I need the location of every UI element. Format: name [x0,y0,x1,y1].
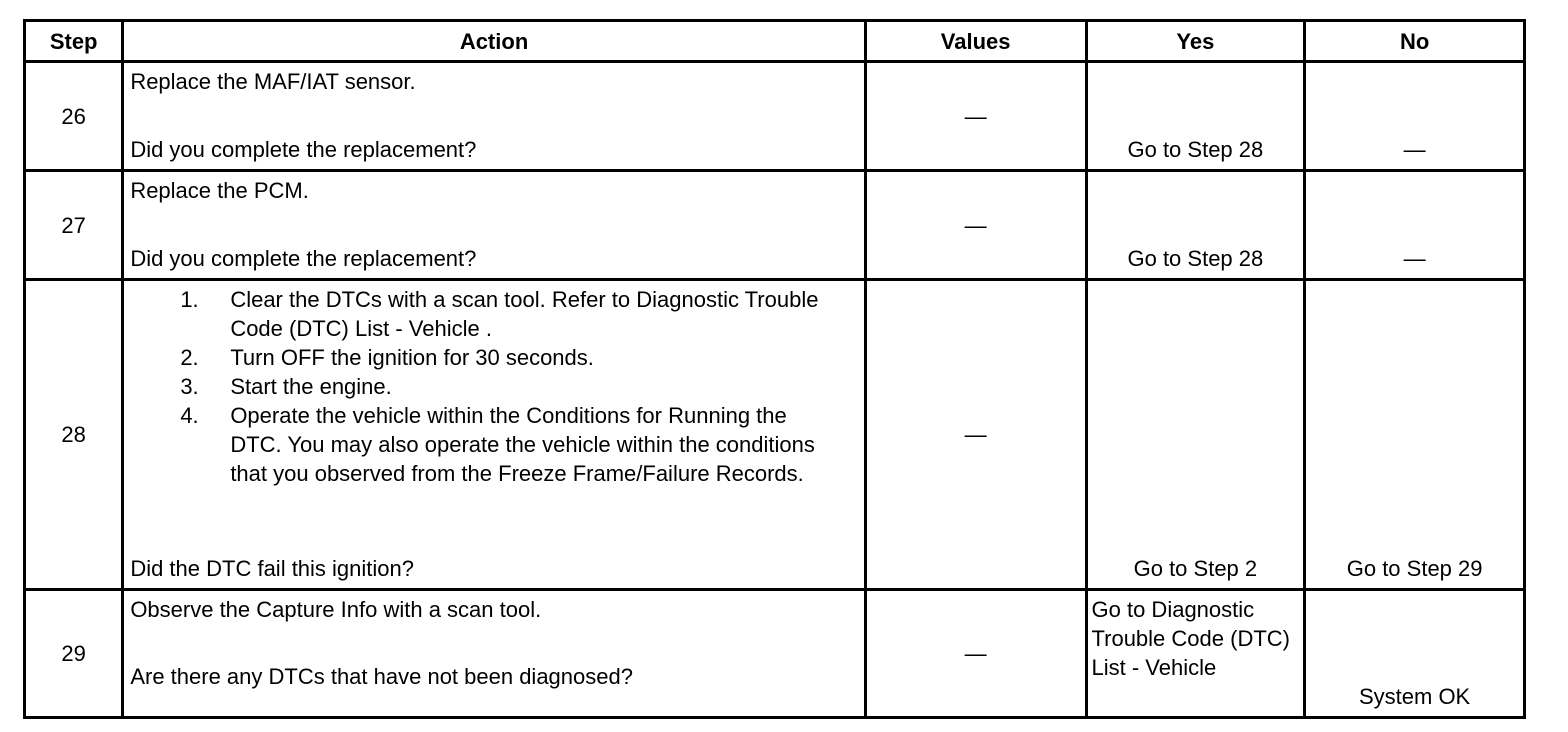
step-number: 26 [25,62,123,171]
yes-link[interactable]: Go to Diagnostic Trouble Code (DTC) List - Vehicle [1091,597,1290,680]
table-row [25,171,1525,280]
table-row [25,62,1525,171]
values-cell: — [865,171,1086,280]
action-intro: Replace the MAF/IAT sensor. [130,69,416,94]
header-row [25,21,1525,62]
no-cell [1305,280,1525,590]
table-row [25,590,1525,718]
action-question: Did you complete the replacement? [130,246,477,271]
action-cell [123,62,865,171]
header-action: Action [123,21,865,62]
no-value: — [1403,137,1426,162]
step-number: 27 [25,171,123,280]
no-link[interactable]: Go to Step 29 [1346,556,1483,581]
action-cell [123,280,865,590]
header-step: Step [25,21,123,62]
action-intro: Observe the Capture Info with a scan tool. [130,597,542,622]
diagnostic-table [23,19,1526,719]
action-steps-list [180,285,843,488]
list-item: 2. Turn OFF the ignition for 30 seconds. [180,345,594,370]
list-item: 1. Clear the DTCs with a scan tool. Refer to Diagnostic Trouble Code (DTC) List - Vehicle . [180,287,819,341]
values-cell: — [865,590,1086,718]
yes-link[interactable]: Go to Step 28 [1127,246,1264,271]
yes-link[interactable]: Go to Step 28 [1127,137,1264,162]
table-row [25,280,1525,590]
yes-cell [1086,171,1305,280]
yes-cell [1086,62,1305,171]
list-item: 4. Operate the vehicle within the Conditions for Running the DTC. You may also operate the vehicle within the conditions that you observed from the Freeze Frame/Failure Records. [180,403,815,486]
action-question: Are there any DTCs that have not been diagnosed? [130,664,633,689]
action-cell [123,171,865,280]
action-cell [123,590,865,718]
yes-cell [1086,590,1305,718]
step-number: 28 [25,280,123,590]
action-intro: Replace the PCM. [130,178,309,203]
header-yes: Yes [1086,21,1305,62]
action-question: Did you complete the replacement? [130,137,477,162]
header-values: Values [865,21,1086,62]
yes-link[interactable]: Go to Step 2 [1133,556,1258,581]
yes-cell [1086,280,1305,590]
list-item: 3. Start the engine. [180,374,392,399]
no-value: — [1403,246,1426,271]
header-no: No [1305,21,1525,62]
step-number: 29 [25,590,123,718]
values-cell: — [865,62,1086,171]
no-cell [1305,62,1525,171]
no-value: System OK [1358,684,1471,709]
values-cell: — [865,280,1086,590]
action-question: Did the DTC fail this ignition? [130,556,414,581]
no-cell [1305,171,1525,280]
no-cell [1305,590,1525,718]
